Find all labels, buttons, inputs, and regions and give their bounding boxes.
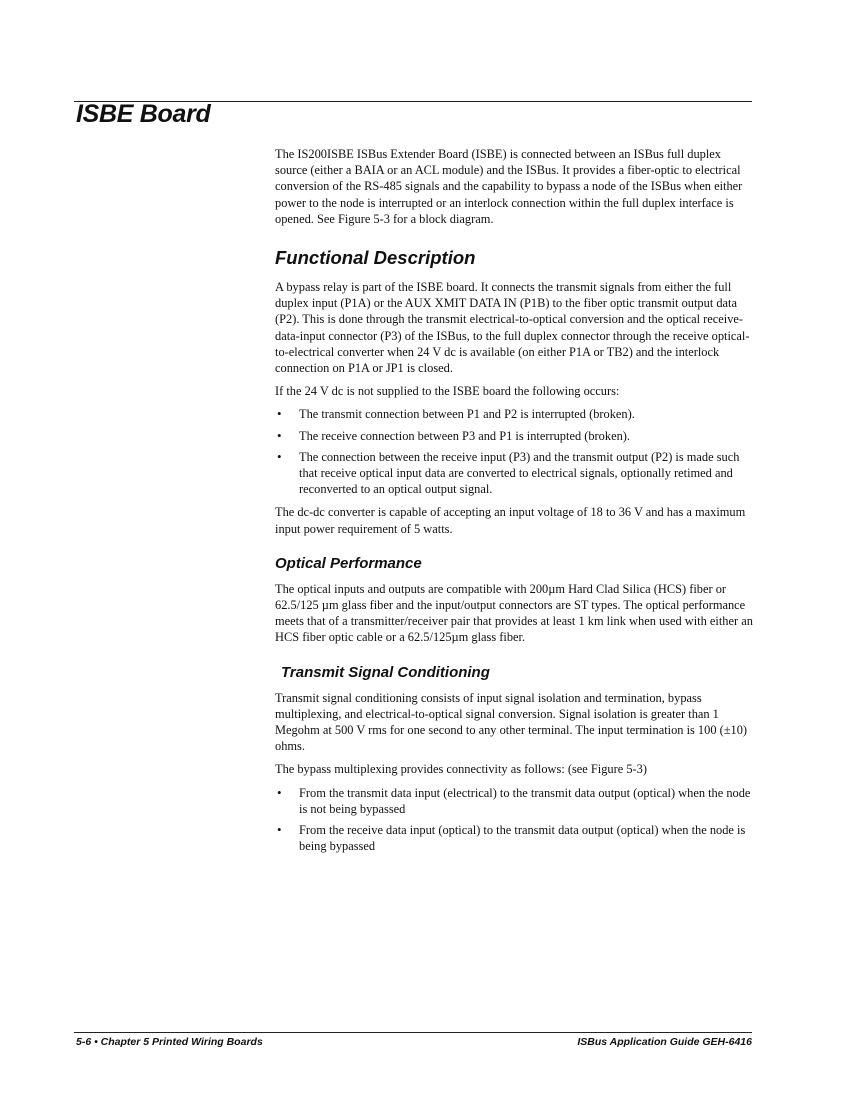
- intro-paragraph: The IS200ISBE ISBus Extender Board (ISBE) is connected between an ISBus full duplex source (either a BAIA or an ACL module) and the ISBus. It provides a fiber-optic to electrical conversion of the RS-485 signals and the capability to bypass a node of the ISBus when either power to the node is interrupted or an interlock connection within the full duplex interface is opened. See Figure 5-3 for a block diagram.: [275, 147, 743, 226]
- footer-chapter: 5-6 • Chapter 5 Printed Wiring Boards: [76, 1036, 263, 1048]
- functional-bullet-list: [275, 406, 753, 497]
- transmit-paragraph-1: Transmit signal conditioning consists of input signal isolation and termination, bypass multiplexing, and electrical-to-optical signal conversion. Signal isolation is greater than 1 Megohm at 500 V rms for one second to any other terminal. The input termination is 100 (±10) ohms.: [275, 690, 748, 754]
- list-item: • From the transmit data input (electrical) to the transmit data output (optical) when the node is not being bypassed: [275, 785, 753, 817]
- section-heading-functional: Functional Description: [275, 247, 476, 269]
- section-heading-optical: Optical Performance: [275, 554, 422, 572]
- functional-paragraph-1: A bypass relay is part of the ISBE board. It connects the transmit signals from either the full duplex input (P1A) or the AUX XMIT DATA IN (P1B) to the fiber optic transmit output data (P2). This is done through the transmit electrical-to-optical conversion and the optical receive-data-input connector (P3) of the ISBus, to the full duplex connector through the receive optical-to-electrical converter when 24 V dc is available (on either P1A or TB2) and the interlock connection on P1A or JP1 is closed.: [275, 280, 750, 376]
- list-item: • The connection between the receive input (P3) and the transmit output (P2) is made such that receive optical input data are converted to electrical signals, optionally retimed and reconverted to an optical output signal.: [275, 449, 753, 498]
- functional-paragraph-2: If the 24 V dc is not supplied to the ISBE board the following occurs:: [275, 384, 620, 399]
- functional-paragraph-3: The dc-dc converter is capable of accepting an input voltage of 18 to 36 V and has a maximum input power requirement of 5 watts.: [275, 505, 746, 536]
- body-column: [275, 146, 753, 862]
- page-title: ISBE Board: [76, 100, 211, 128]
- section-heading-transmit: Transmit Signal Conditioning: [281, 663, 490, 681]
- transmit-bullet-list: [275, 785, 753, 855]
- transmit-paragraph-2: The bypass multiplexing provides connectivity as follows: (see Figure 5-3): [275, 762, 647, 777]
- optical-paragraph: The optical inputs and outputs are compatible with 200µm Hard Clad Silica (HCS) fiber or 62.5/125 µm glass fiber and the input/output connectors are ST types. The optical performance meets that of a transmitter/receiver pair that provides at least 1 km link when used with either an HCS fiber optic cable or a 62.5/125µm glass fiber.: [275, 581, 753, 645]
- footer-rule: [74, 1032, 752, 1033]
- footer-guide: ISBus Application Guide GEH-6416: [577, 1036, 752, 1048]
- list-item: • The receive connection between P3 and P1 is interrupted (broken).: [275, 428, 753, 444]
- list-item: • The transmit connection between P1 and P2 is interrupted (broken).: [275, 406, 753, 422]
- list-item: • From the receive data input (optical) to the transmit data output (optical) when the node is being bypassed: [275, 822, 753, 854]
